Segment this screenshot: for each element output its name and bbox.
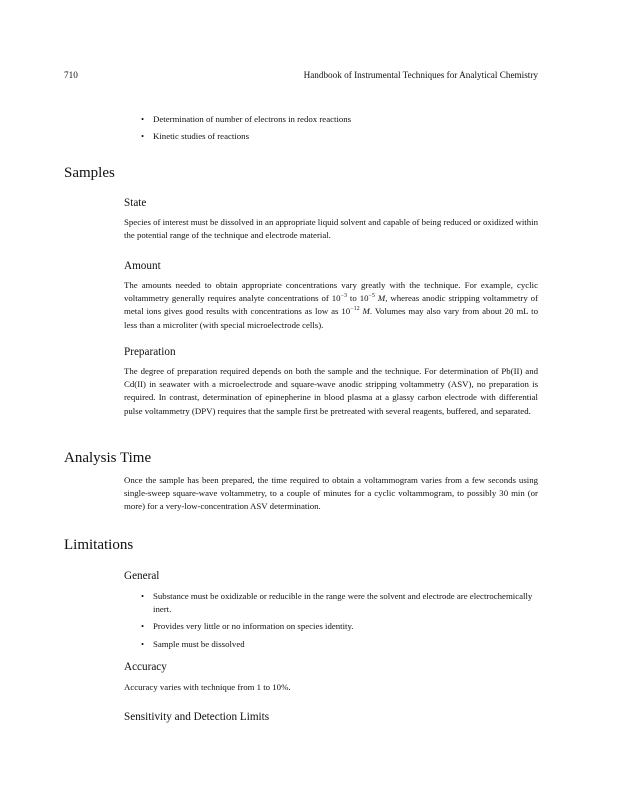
list-item: • Determination of number of electrons in redox reactions	[141, 113, 538, 126]
list-item: • Sample must be dissolved	[141, 638, 538, 651]
bullet-icon: •	[141, 591, 145, 601]
bullet-icon: •	[141, 638, 145, 649]
subheading-accuracy: Accuracy	[124, 661, 167, 673]
bullet-icon: •	[141, 114, 145, 124]
bullet-icon: •	[141, 131, 145, 142]
section-heading-samples: Samples	[64, 165, 115, 181]
list-item: • Provides very little or no information on species identity.	[141, 620, 538, 633]
paragraph-amount: The amounts needed to obtain appropriate concentrations vary greatly with the technique. For example, cyclic voltammetry generally requires analyte concentrations of $10^{-3}$ to $10^{-5}$ M, whereas anodic stripping voltammetry of metal ions gives good results with concentrations as low as $10^{-12}$ M. Volumes may also vary from about 20 mL to less than a microliter (with special microelectrode cells).	[124, 280, 538, 330]
top-bullet-list	[141, 113, 538, 147]
subheading-state: State	[124, 197, 147, 209]
paragraph-analysis-time: Once the sample has been prepared, the time required to obtain a voltammogram varies from a few seconds using single-sweep square-wave voltammetry, to a couple of minutes for a cyclic voltammogram, to possibly 30 min (or more) for a very-low-concentration ASV determination.	[124, 475, 538, 512]
paragraph-preparation: The degree of preparation required depends on both the sample and the technique. For determination of Pb(II) and Cd(II) in seawater with a microelectrode and square-wave anodic stripping voltammetry (ASV), no preparation is required. In contrast, determination of epinepherine in blood plasma at a glassy carbon electrode with differential pulse voltammetry (DPV) requires that the sample first be pretreated with several reagents, buffered, and separated.	[124, 366, 538, 416]
general-bullet-list	[141, 590, 538, 655]
list-item: • Substance must be oxidizable or reducible in the range were the solvent and electrode are electrochemically inert.	[141, 591, 533, 615]
section-heading-analysis-time: Analysis Time	[64, 450, 152, 466]
paragraph-state: Species of interest must be dissolved in an appropriate liquid solvent and capable of being reduced or oxidized within the potential range of the technique and electrode material.	[124, 217, 538, 241]
subheading-amount: Amount	[124, 260, 161, 272]
subheading-preparation: Preparation	[124, 346, 176, 358]
subheading-sensitivity: Sensitivity and Detection Limits	[124, 711, 270, 723]
bullet-icon: •	[141, 621, 145, 632]
book-title: Handbook of Instrumental Techniques for Analytical Chemistry	[303, 70, 538, 80]
section-heading-limitations: Limitations	[64, 537, 134, 553]
list-item: • Kinetic studies of reactions	[141, 130, 538, 143]
subheading-general: General	[124, 570, 160, 582]
page-number: 710	[64, 70, 78, 80]
paragraph-accuracy: Accuracy varies with technique from 1 to 10%.	[124, 682, 291, 692]
